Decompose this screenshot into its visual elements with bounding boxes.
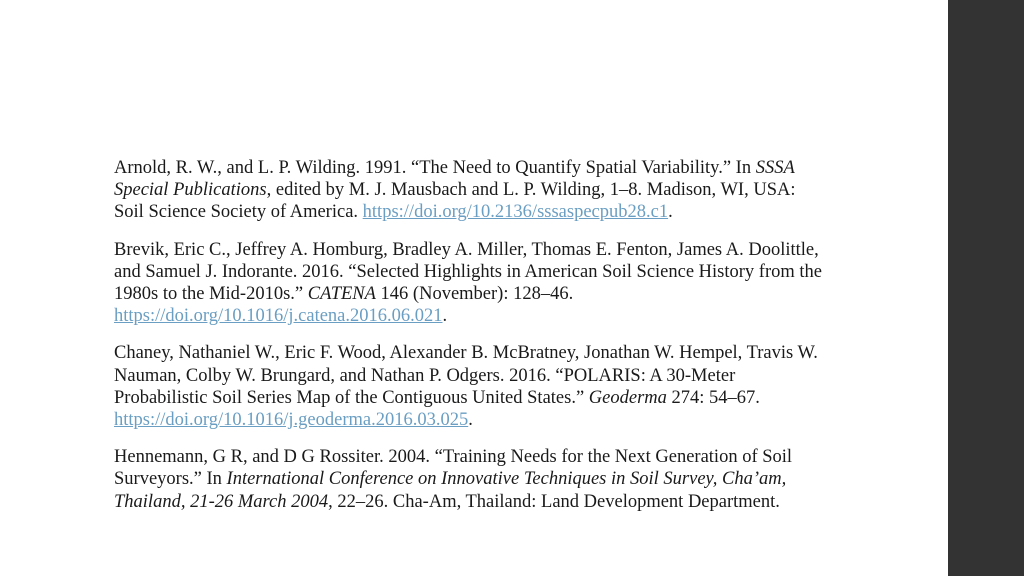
- reference-end: .: [668, 202, 673, 223]
- reference-details: , 22–26. Cha-Am, Thailand: Land Development Department.: [328, 491, 780, 512]
- reference-text: Hennemann, G R, and D G Rossiter. 2004. “Training Needs for the Next Generation of Soil Surveyors.” In: [114, 447, 793, 490]
- reference-item: [114, 342, 824, 431]
- reference-details: 146 (November): 128–46.: [375, 284, 574, 305]
- doi-link[interactable]: https://doi.org/10.1016/j.geoderma.2016.03.025: [114, 410, 469, 431]
- reference-item: [114, 157, 824, 224]
- reference-details: 274: 54–67.: [666, 387, 760, 408]
- reference-end: .: [442, 306, 448, 327]
- reference-item: [114, 446, 824, 513]
- reference-end: .: [468, 410, 473, 431]
- reference-text: Brevik, Eric C., Jeffrey A. Homburg, Bradley A. Miller, Thomas E. Fenton, James A. Doolittle, and Samuel J. Indorante. 2016. “Selected Highlights in American Soil Science History from the 1980s to the Mid-2010s.”: [114, 239, 822, 305]
- reference-text: Chaney, Nathaniel W., Eric F. Wood, Alexander B. McBratney, Jonathan W. Hempel, Travis W. Nauman, Colby W. Brungard, and Nathan P. Odgers. 2016. “POLARIS: A 30-Meter Probabilistic Soil Series Map of the Contiguous United States.”: [114, 343, 818, 408]
- doi-link[interactable]: https://doi.org/10.2136/sssaspecpub28.c1: [362, 202, 669, 223]
- reference-details: , edited by M. J. Mausbach and L. P. Wilding, 1–8. Madison, WI, USA: Soil Science Society of America.: [114, 180, 796, 223]
- reference-item: [114, 239, 824, 328]
- sidebar-panel: [948, 0, 1024, 576]
- reference-list: [114, 157, 824, 528]
- reference-source: SSSA Special Publications: [114, 158, 795, 201]
- reference-text: Arnold, R. W., and L. P. Wilding. 1991. “The Need to Quantify Spatial Variability.” In: [114, 158, 756, 178]
- doi-link[interactable]: https://doi.org/10.1016/j.catena.2016.06.021: [114, 306, 443, 327]
- reference-source: International Conference on Innovative Techniques in Soil Survey, Cha’am, Thailand, 21-26 March 2004: [114, 469, 787, 512]
- reference-source: Geoderma: [588, 387, 667, 408]
- reference-source: CATENA: [307, 284, 376, 305]
